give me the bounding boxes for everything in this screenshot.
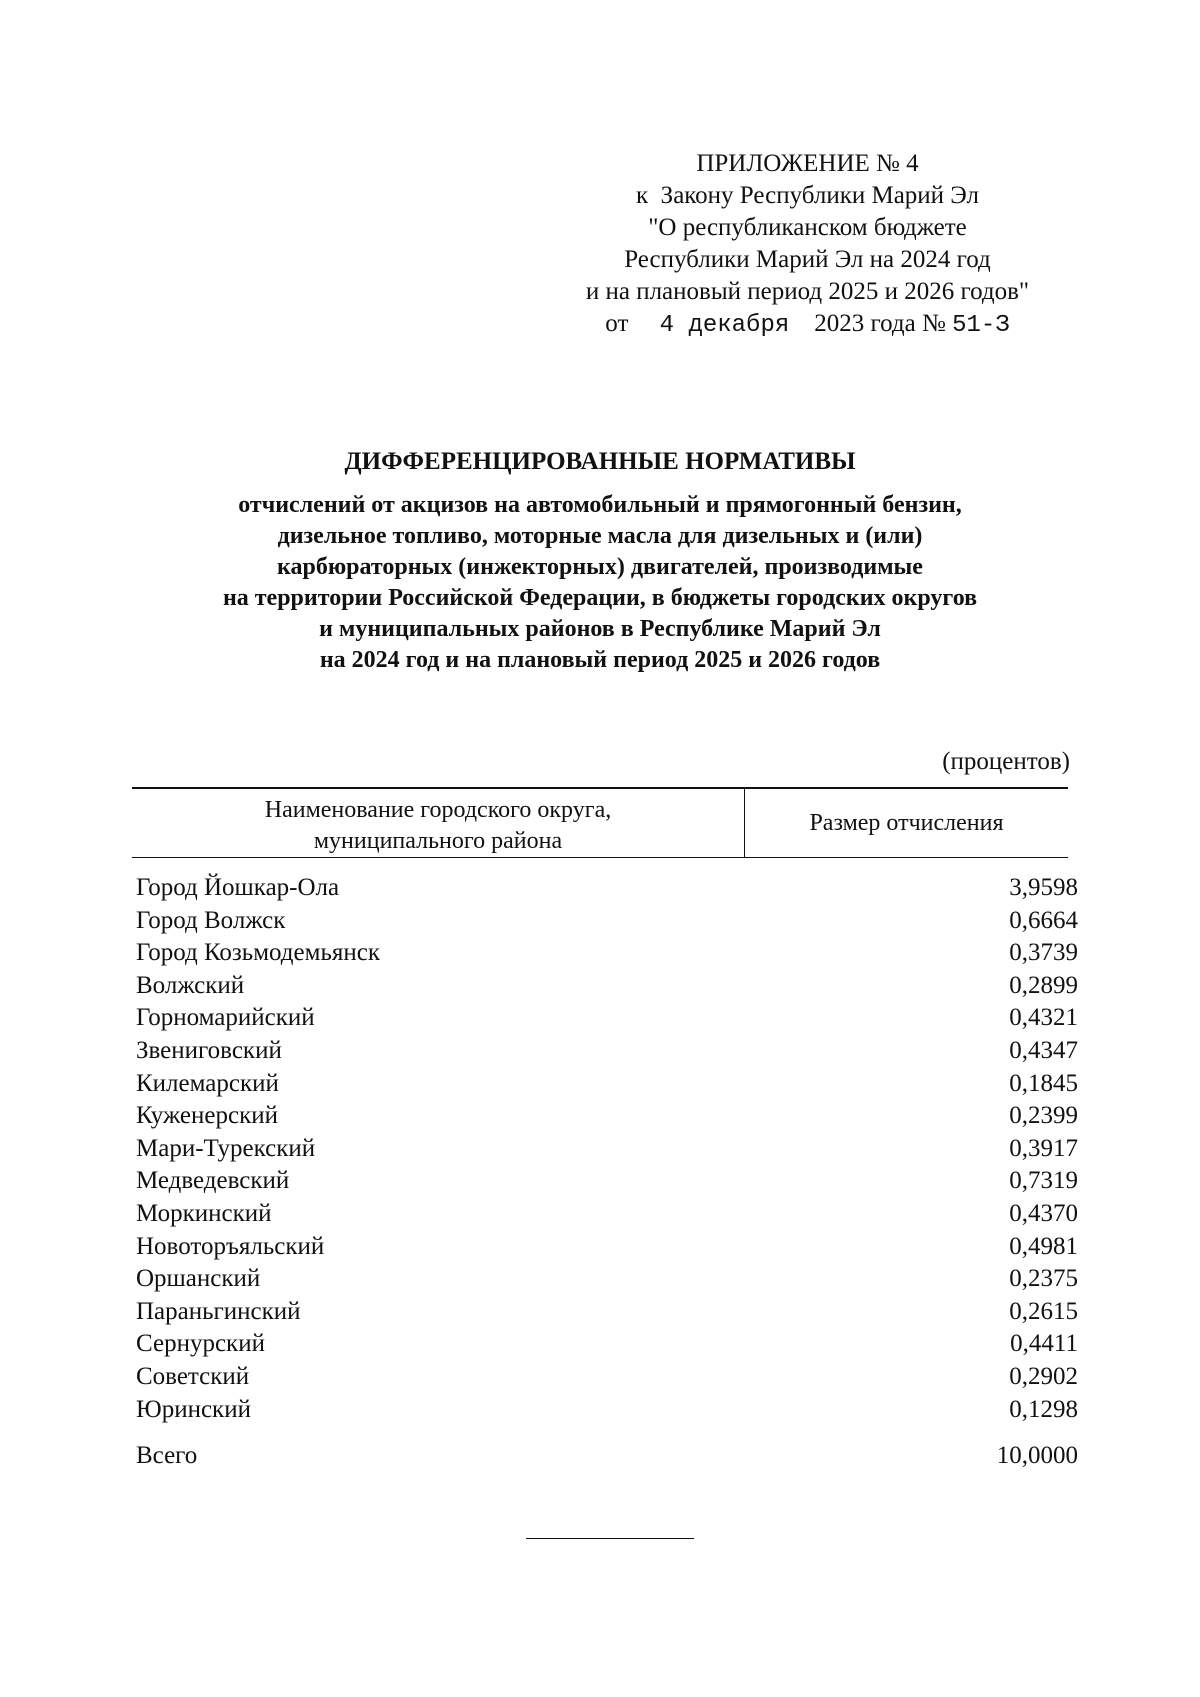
table-row (136, 937, 1078, 970)
district-name: Звениговский (136, 1036, 282, 1064)
units-label: (процентов) (942, 748, 1070, 775)
subtitle-line: карбюраторных (инжекторных) двигателей, производимые (277, 554, 923, 580)
allocation-value: 0,3739 (1009, 939, 1078, 967)
allocation-value: 0,1298 (1009, 1395, 1078, 1423)
allocation-value: 0,2899 (1009, 971, 1078, 999)
column-header-name-line2: муниципального района (313, 828, 563, 854)
district-name: Медведевский (136, 1167, 290, 1195)
table-row (136, 905, 1078, 938)
end-divider (526, 1538, 694, 1539)
table-row (136, 1296, 1078, 1329)
allocation-value: 0,4347 (1009, 1036, 1078, 1064)
table-row (136, 1263, 1078, 1296)
district-name: Юринский (136, 1395, 251, 1423)
table-row (136, 1035, 1078, 1068)
allocation-value: 0,2902 (1009, 1362, 1078, 1390)
allocation-value: 0,2615 (1009, 1297, 1078, 1325)
allocation-value: 0,7319 (1009, 1167, 1078, 1195)
district-name: Город Волжск (136, 906, 286, 934)
table-row (136, 1002, 1078, 1035)
appendix-law-title-line2: Республики Марий Эл на 2024 год (624, 246, 991, 273)
appendix-header (530, 148, 1085, 342)
allocation-value: 0,4370 (1009, 1199, 1078, 1227)
allocation-value: 0,6664 (1009, 906, 1078, 934)
document-subtitle (80, 490, 1120, 676)
table-row (136, 1133, 1078, 1166)
subtitle-line: на территории Российской Федерации, в бюджеты городских округов (222, 585, 978, 611)
appendix-law-title-line1: "О республиканском бюджете (648, 214, 967, 241)
district-name: Куженерский (136, 1102, 278, 1130)
number-label: № (922, 310, 946, 337)
allocation-value: 0,4981 (1009, 1232, 1078, 1260)
district-name: Оршанский (136, 1265, 261, 1293)
table-row (136, 1361, 1078, 1394)
table-row (136, 1100, 1078, 1133)
appendix-law-title-line3: и на плановый период 2025 и 2026 годов" (585, 278, 1030, 305)
district-name: Город Козьмодемьянск (136, 939, 380, 967)
table-row (136, 872, 1078, 905)
allocation-value: 0,4411 (1010, 1330, 1078, 1358)
column-header-name (132, 789, 745, 857)
district-name: Параньгинский (136, 1297, 301, 1325)
district-name: Горномарийский (136, 1004, 315, 1032)
total-label: Всего (136, 1442, 198, 1469)
table-row (136, 1068, 1078, 1101)
number-value: 51-З (952, 312, 1010, 339)
district-name: Моркинский (136, 1199, 272, 1227)
table-row (136, 970, 1078, 1003)
subtitle-line: и муниципальных районов в Республике Марий Эл (319, 616, 881, 642)
document-title: ДИФФЕРЕНЦИРОВАННЫЕ НОРМАТИВЫ (344, 448, 856, 475)
district-name: Мари-Турекский (136, 1134, 316, 1162)
district-name: Город Йошкар-Ола (136, 874, 340, 901)
district-name: Волжский (136, 971, 245, 999)
table-row (136, 1328, 1078, 1361)
total-row (136, 1440, 1078, 1472)
column-header-value: Размер отчисления (809, 809, 1004, 836)
table-row (136, 1165, 1078, 1198)
date-prefix: от (605, 310, 629, 337)
appendix-date-line (530, 308, 1085, 342)
allocation-value: 0,2399 (1009, 1102, 1078, 1130)
table-row (136, 1198, 1078, 1231)
allocation-value: 0,1845 (1009, 1069, 1078, 1097)
subtitle-line: дизельное топливо, моторные масла для дизельных и (или) (277, 523, 923, 549)
district-name: Советский (136, 1362, 250, 1390)
appendix-number: ПРИЛОЖЕНИЕ № 4 (696, 150, 919, 177)
district-name: Килемарский (136, 1069, 279, 1097)
allocation-value: 0,4321 (1009, 1004, 1078, 1032)
date-value: 4 декабря (659, 312, 790, 339)
table-row (136, 1231, 1078, 1264)
district-name: Сернурский (136, 1330, 265, 1358)
subtitle-line: отчислений от акцизов на автомобильный и прямогонный бензин, (238, 492, 962, 518)
subtitle-line: на 2024 год и на плановый период 2025 и 2026 годов (319, 647, 881, 673)
date-year: 2023 года (814, 310, 916, 337)
total-value: 10,0000 (996, 1442, 1078, 1469)
district-name: Новоторъяльский (136, 1232, 325, 1260)
table-row (136, 1394, 1078, 1427)
allocation-value: 0,3917 (1009, 1134, 1078, 1162)
allocation-value: 3,9598 (1009, 874, 1078, 901)
allocation-value: 0,2375 (1009, 1265, 1078, 1293)
table-header (132, 787, 1068, 858)
appendix-law-reference: к Закону Республики Марий Эл (636, 182, 979, 209)
column-header-name-line1: Наименование городского округа, (264, 797, 612, 823)
table-body (136, 872, 1078, 1426)
